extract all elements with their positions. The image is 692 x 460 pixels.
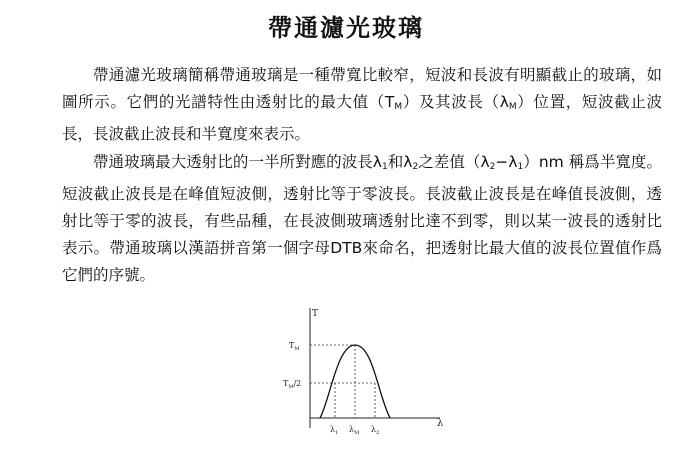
x-tick-lambdam: $\lambda_M$ [349,425,360,436]
paragraph-description: 帶通濾光玻璃簡稱帶通玻璃是一種帶寬比較窄，短波和長波有明顯截止的玻璃，如圖所示。它們的光譜特性由透射比的最大值$(T_M)$及其波長$(\lambda_M)$位置，短波截止波長，長波截止波長和半寬度來表示。 [62,66,662,143]
y-tick-tm-half: $T_M/2$ [283,379,302,390]
y-axis-label: T [312,309,319,319]
page-title: 帶通濾光玻璃 [268,14,424,42]
x-tick-lambda1: $\lambda_1$ [330,425,339,436]
x-axis-label: λ [437,418,444,429]
y-tick-tm: $T_M$ [289,341,300,352]
bandpass-transmission-diagram [275,300,455,450]
x-tick-lambda2: $\lambda_2$ [371,425,380,436]
paragraph-half-width: 帶通玻璃最大透射比的一半所對應的波長$\lambda_1$和$\lambda_2$之差值$(\lambda_2-\lambda_1)nm$ 稱爲半寬度。短波截止波長是在峰值短波側，透射比等于零波長。長波截止波長是在峰值長波側，透射比等于零的波長，有些品種，在長波側玻璃透射比達不到零，則以某一波長的透射比表示。帶通玻璃以漢語拼音第一個字母DTB來命名，把透射比最大值的波長位置值作爲它們的序號。 [62,153,662,284]
